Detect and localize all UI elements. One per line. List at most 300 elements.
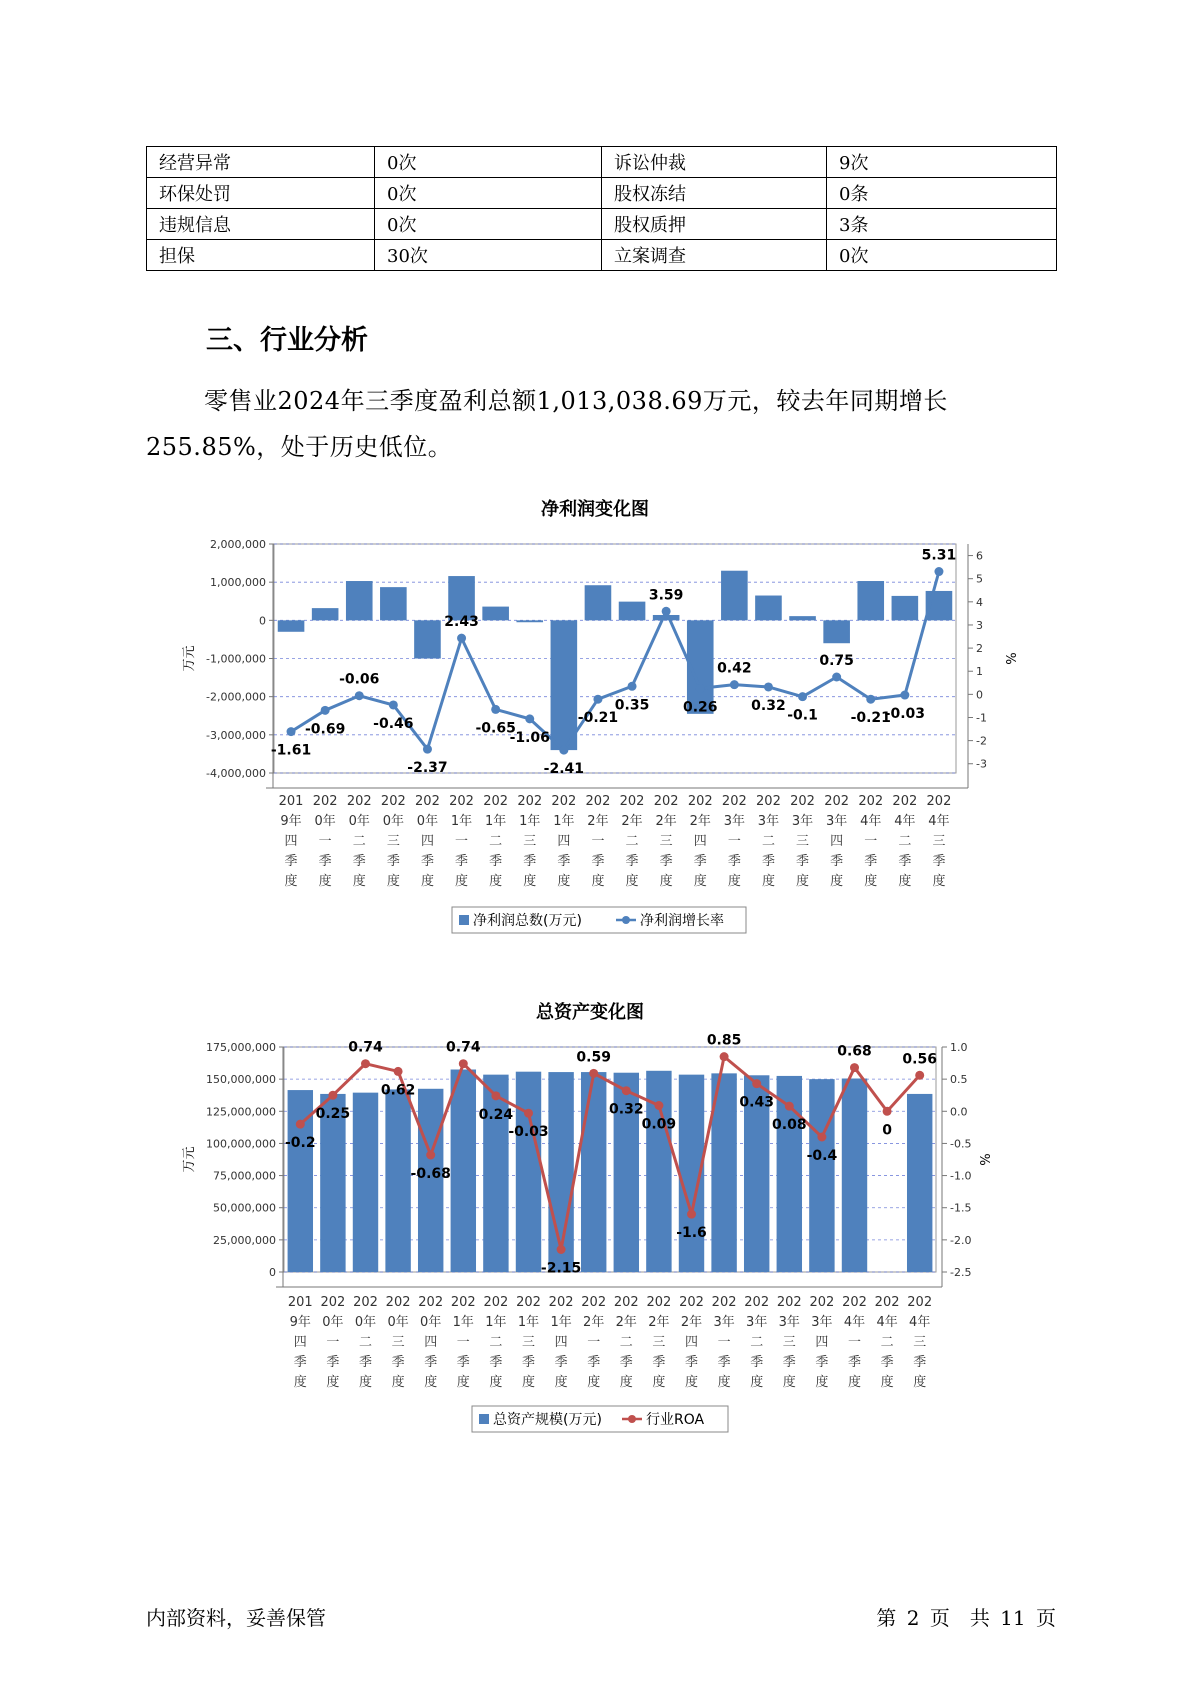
- chart-title: 总资产变化图: [536, 1002, 644, 1023]
- line-point: [491, 1091, 500, 1100]
- x-axis-tick-label: 度: [352, 874, 366, 889]
- x-axis-tick-label: 二: [358, 1335, 373, 1350]
- x-axis-tick-label: 二: [489, 1335, 503, 1350]
- x-axis-tick-label: 度: [293, 1375, 307, 1390]
- x-axis-tick-label: 季: [625, 854, 639, 869]
- right-axis-tick-label: -3: [976, 757, 987, 771]
- x-axis-tick-label: 三: [652, 1335, 666, 1350]
- legend-label: 净利润增长率: [640, 913, 724, 929]
- risk-item-value: 0次: [827, 240, 1057, 271]
- x-axis-tick-label: 0年: [348, 814, 370, 829]
- line-point: [361, 1059, 370, 1068]
- x-axis-tick-label: 202: [756, 794, 781, 809]
- x-axis-tick-label: 202: [320, 1295, 346, 1310]
- x-axis-tick-label: 度: [693, 874, 707, 889]
- x-axis-tick-label: 季: [796, 854, 810, 869]
- x-axis-tick-label: 一: [864, 834, 878, 849]
- x-axis-tick-label: 202: [653, 794, 679, 809]
- right-axis-tick-label: -1.5: [950, 1201, 972, 1215]
- x-axis-tick-label: 季: [456, 1355, 470, 1370]
- x-axis-tick-label: 0年: [416, 814, 439, 829]
- legend-line-marker: [628, 1415, 636, 1423]
- x-axis-tick-label: 201: [287, 1295, 313, 1310]
- x-axis-tick-label: 2年: [648, 1315, 670, 1330]
- legend-label: 行业ROA: [646, 1412, 705, 1428]
- x-axis-tick-label: 202: [581, 1295, 607, 1310]
- x-axis-tick-label: 三: [523, 834, 537, 849]
- data-label: 0.32: [609, 1101, 644, 1118]
- x-axis-tick-label: 季: [619, 1355, 633, 1370]
- x-axis-tick-label: 3年: [778, 1315, 800, 1330]
- risk-item-label: 立案调查: [602, 240, 827, 271]
- x-axis-tick-label: 2年: [680, 1315, 703, 1330]
- x-axis-tick-label: 三: [796, 834, 810, 849]
- right-axis-tick-label: -2: [976, 734, 987, 748]
- risk-item-label: 环保处罚: [147, 178, 375, 209]
- x-axis-tick-label: 202: [483, 1295, 509, 1310]
- x-axis-tick-label: 季: [652, 1355, 666, 1370]
- x-axis-tick-label: 度: [523, 874, 537, 889]
- x-axis-tick-label: 三: [391, 1335, 405, 1350]
- x-axis-tick-label: 度: [587, 1375, 601, 1390]
- x-axis-tick-label: 4年: [928, 814, 950, 829]
- legend-label: 净利润总数(万元): [473, 913, 582, 929]
- data-label: -1.6: [676, 1225, 707, 1242]
- data-label: 2.43: [444, 614, 479, 631]
- data-label: 5.31: [921, 547, 957, 564]
- line-point: [883, 1107, 892, 1116]
- line-point: [457, 634, 466, 643]
- left-axis-title: 万元: [182, 1146, 197, 1173]
- risk-item-label: 经营异常: [147, 147, 375, 178]
- legend-label: 总资产规模(万元): [493, 1412, 602, 1428]
- x-axis-tick-label: 3年: [826, 814, 848, 829]
- legend-line-marker: [622, 916, 630, 924]
- x-axis-tick-label: 三: [913, 1335, 927, 1350]
- line-point: [426, 1151, 435, 1160]
- right-axis-title: %: [1002, 652, 1017, 665]
- x-axis-tick-label: 202: [551, 794, 577, 809]
- data-label: -0.1: [787, 707, 818, 724]
- right-axis-tick-label: 5: [976, 572, 983, 586]
- risk-item-label: 担保: [147, 240, 375, 271]
- x-axis-tick-label: 季: [420, 854, 434, 869]
- x-axis-tick-label: 202: [790, 794, 815, 809]
- x-axis-tick-label: 四: [815, 1335, 829, 1350]
- line-point: [423, 745, 432, 754]
- x-axis-tick-label: 3年: [757, 814, 780, 829]
- x-axis-tick-label: 四: [684, 1335, 699, 1350]
- line-point: [696, 684, 705, 693]
- x-axis-tick-label: 202: [353, 1295, 378, 1310]
- x-axis-tick-label: 度: [717, 1375, 731, 1390]
- bar: [551, 620, 578, 750]
- data-label: -0.4: [806, 1148, 838, 1164]
- x-axis-tick-label: 季: [386, 854, 400, 869]
- x-axis-tick-label: 201: [278, 794, 304, 809]
- line-point: [491, 705, 500, 714]
- right-axis-tick-label: 0.5: [950, 1073, 968, 1087]
- right-axis-tick-label: -1.0: [950, 1169, 972, 1183]
- x-axis-tick-label: 3年: [791, 814, 814, 829]
- x-axis-tick-label: 季: [591, 854, 605, 869]
- x-axis-tick-label: 202: [585, 794, 611, 809]
- data-label: 0.74: [348, 1039, 383, 1056]
- right-axis-tick-label: 0: [976, 688, 983, 702]
- data-label: -0.03: [508, 1124, 549, 1141]
- x-axis-tick-label: 一: [326, 1335, 340, 1350]
- x-axis-tick-label: 季: [932, 854, 946, 869]
- x-axis-tick-label: 季: [684, 1355, 699, 1370]
- x-axis-tick-label: 季: [587, 1355, 601, 1370]
- x-axis-tick-label: 4年: [909, 1315, 931, 1330]
- x-axis-tick-label: 202: [907, 1295, 933, 1310]
- x-axis-tick-label: 度: [932, 874, 946, 889]
- x-axis-tick-label: 202: [874, 1295, 900, 1310]
- x-axis-tick-label: 1年: [550, 1315, 572, 1330]
- line-point: [785, 1102, 794, 1111]
- bar: [482, 607, 509, 621]
- risk-item-value: 0次: [375, 178, 602, 209]
- bar: [516, 620, 543, 622]
- x-axis-tick-label: 度: [489, 874, 503, 889]
- x-axis-tick-label: 季: [913, 1355, 927, 1370]
- table-row: [147, 147, 1057, 178]
- x-axis-tick-label: 度: [489, 1375, 503, 1390]
- x-axis-tick-label: 季: [352, 854, 366, 869]
- x-axis-tick-label: 202: [613, 1295, 639, 1310]
- x-axis-tick-label: 度: [782, 1375, 796, 1390]
- x-axis-tick-label: 1年: [553, 814, 575, 829]
- left-axis-tick-label: 1,000,000: [210, 576, 266, 590]
- bar: [312, 608, 339, 620]
- x-axis-tick-label: 度: [864, 874, 878, 889]
- data-label: 0.35: [614, 697, 650, 714]
- x-axis-tick-label: 202: [824, 794, 850, 809]
- data-label: -0.21: [577, 710, 619, 727]
- risk-item-label: 违规信息: [147, 209, 375, 240]
- x-axis-tick-label: 202: [809, 1295, 835, 1310]
- table-row: [147, 209, 1057, 240]
- x-axis-tick-label: 3年: [723, 814, 745, 829]
- left-axis-tick-label: -3,000,000: [206, 728, 266, 742]
- data-label: 0.56: [902, 1051, 937, 1068]
- x-axis-tick-label: 度: [659, 874, 673, 889]
- x-axis-tick-label: 季: [391, 1355, 405, 1370]
- bar: [823, 620, 850, 643]
- risk-item-value: 30次: [375, 240, 602, 271]
- line-point: [934, 567, 943, 576]
- x-axis-tick-label: 一: [727, 834, 741, 849]
- bar: [346, 581, 373, 620]
- data-label: -2.15: [540, 1260, 582, 1277]
- x-axis-tick-label: 季: [523, 854, 537, 869]
- data-label: 0.43: [739, 1094, 774, 1111]
- x-axis-tick-label: 202: [744, 1295, 770, 1310]
- data-label: -2.41: [543, 761, 585, 778]
- x-axis-tick-label: 度: [761, 874, 775, 889]
- table-row: [147, 178, 1057, 209]
- x-axis-tick-label: 一: [318, 834, 332, 849]
- risk-item-value: 0次: [375, 147, 602, 178]
- bar: [278, 620, 305, 631]
- line-point: [798, 692, 807, 701]
- data-label: -0.68: [410, 1166, 451, 1182]
- x-axis-tick-label: 季: [326, 1355, 340, 1370]
- line-point: [628, 682, 637, 691]
- x-axis-tick-label: 二: [352, 834, 366, 849]
- x-axis-tick-label: 度: [554, 1375, 568, 1390]
- x-axis-tick-label: 度: [880, 1375, 894, 1390]
- x-axis-tick-label: 度: [830, 874, 844, 889]
- x-axis-tick-label: 1年: [452, 1315, 474, 1330]
- x-axis-tick-label: 202: [483, 794, 509, 809]
- x-axis-tick-label: 二: [880, 1335, 894, 1350]
- data-label: 0.59: [576, 1049, 611, 1066]
- x-axis-tick-label: 季: [782, 1355, 796, 1370]
- x-axis-tick-label: 3年: [811, 1315, 833, 1330]
- x-axis-tick-label: 202: [517, 794, 543, 809]
- line-point: [593, 695, 602, 704]
- x-axis-tick-label: 1年: [519, 814, 541, 829]
- x-axis-tick-label: 度: [684, 1375, 699, 1390]
- data-label: -2.37: [407, 760, 448, 777]
- x-axis-tick-label: 0年: [387, 1315, 409, 1330]
- data-label: -0.2: [284, 1135, 316, 1152]
- x-axis-tick-label: 0年: [322, 1315, 344, 1330]
- data-label: 0.08: [772, 1117, 807, 1134]
- x-axis-tick-label: 度: [913, 1375, 927, 1390]
- risk-item-value: 9次: [827, 147, 1057, 178]
- x-axis-tick-label: 季: [847, 1355, 862, 1370]
- x-axis-tick-label: 三: [782, 1335, 796, 1350]
- bar: [809, 1079, 834, 1272]
- x-axis-tick-label: 度: [318, 874, 332, 889]
- x-axis-tick-label: 度: [619, 1375, 633, 1390]
- line-point: [524, 1109, 533, 1118]
- line-point: [525, 714, 534, 723]
- x-axis-tick-label: 季: [830, 854, 844, 869]
- left-axis-tick-label: 75,000,000: [213, 1169, 276, 1183]
- x-axis-tick-label: 度: [591, 874, 605, 889]
- right-axis-tick-label: 1.0: [950, 1041, 968, 1054]
- x-axis-tick-label: 4年: [894, 814, 916, 829]
- total-assets-chart: [0, 990, 1191, 1450]
- line-point: [557, 1245, 566, 1254]
- x-axis-tick-label: 度: [391, 1375, 405, 1390]
- net-profit-chart: [0, 490, 1191, 950]
- x-axis-tick-label: 季: [815, 1355, 829, 1370]
- x-axis-tick-label: 1年: [485, 1315, 507, 1330]
- x-axis-tick-label: 3年: [713, 1315, 735, 1330]
- x-axis-tick-label: 季: [358, 1355, 373, 1370]
- bar: [842, 1079, 867, 1273]
- industry-analysis-paragraph: 零售业2024年三季度盈利总额1,013,038.69万元，较去年同期增长255.85%，处于历史低位。: [146, 387, 948, 461]
- x-axis-tick-label: 二: [489, 834, 503, 849]
- x-axis-tick-label: 202: [711, 1295, 737, 1310]
- right-axis-tick-label: -0.5: [950, 1137, 972, 1151]
- x-axis-tick-label: 三: [386, 834, 400, 849]
- bar: [619, 602, 646, 621]
- left-axis-tick-label: 50,000,000: [213, 1201, 276, 1215]
- line-point: [687, 1210, 696, 1219]
- x-axis-tick-label: 度: [358, 1375, 373, 1390]
- x-axis-tick-label: 一: [591, 834, 605, 849]
- x-axis-tick-label: 一: [587, 1335, 601, 1350]
- line-point: [662, 607, 671, 616]
- right-axis-tick-label: 6: [976, 549, 983, 563]
- x-axis-tick-label: 一: [847, 1335, 862, 1350]
- x-axis-tick-label: 202: [721, 794, 747, 809]
- data-label: 0.24: [478, 1106, 514, 1123]
- bar: [353, 1093, 378, 1272]
- x-axis-tick-label: 度: [455, 874, 469, 889]
- x-axis-tick-label: 202: [926, 794, 952, 809]
- data-label: 0.74: [446, 1039, 481, 1056]
- line-point: [622, 1086, 631, 1095]
- x-axis-tick-label: 三: [521, 1335, 536, 1350]
- line-point: [355, 691, 364, 700]
- x-axis-tick-label: 4年: [860, 814, 882, 829]
- x-axis-tick-label: 9年: [280, 814, 302, 829]
- x-axis-tick-label: 一: [456, 1335, 470, 1350]
- line-point: [866, 695, 875, 704]
- x-axis-tick-label: 二: [625, 834, 639, 849]
- data-label: 0.42: [717, 660, 752, 677]
- line-point: [764, 682, 773, 691]
- left-axis-tick-label: -4,000,000: [206, 767, 266, 780]
- data-label: 3.59: [648, 587, 684, 604]
- line-point: [389, 700, 398, 709]
- x-axis-tick-label: 季: [489, 854, 503, 869]
- right-axis-tick-label: 2: [976, 642, 983, 656]
- x-axis-tick-label: 202: [380, 794, 406, 809]
- x-axis-tick-label: 季: [489, 1355, 503, 1370]
- x-axis-tick-label: 度: [424, 1375, 438, 1390]
- x-axis-tick-label: 四: [293, 1335, 307, 1350]
- right-axis-tick-label: 0.0: [950, 1105, 968, 1119]
- x-axis-tick-label: 度: [521, 1375, 536, 1390]
- bar: [721, 571, 748, 621]
- right-axis-title: %: [976, 1153, 991, 1166]
- x-axis-tick-label: 季: [293, 1355, 307, 1370]
- x-axis-tick-label: 1年: [517, 1315, 540, 1330]
- line-point: [850, 1063, 859, 1072]
- x-axis-tick-label: 度: [284, 874, 298, 889]
- data-label: 0.26: [682, 699, 718, 716]
- left-axis-tick-label: 0: [259, 614, 266, 628]
- x-axis-tick-label: 季: [693, 854, 707, 869]
- x-axis-tick-label: 季: [557, 854, 571, 869]
- x-axis-tick-label: 4年: [876, 1315, 898, 1330]
- data-label: 0.25: [315, 1106, 351, 1123]
- x-axis-tick-label: 202: [516, 1295, 541, 1310]
- line-point: [915, 1071, 924, 1080]
- x-axis-tick-label: 四: [424, 1335, 438, 1350]
- x-axis-tick-label: 度: [456, 1375, 470, 1390]
- bar: [892, 596, 919, 620]
- line-point: [321, 706, 330, 715]
- x-axis-tick-label: 度: [750, 1375, 764, 1390]
- data-label: -0.65: [475, 720, 516, 737]
- x-axis-tick-label: 202: [449, 794, 474, 809]
- risk-summary-table: [146, 146, 1057, 271]
- x-axis-tick-label: 一: [717, 1335, 731, 1350]
- x-axis-tick-label: 四: [693, 834, 707, 849]
- x-axis-tick-label: 度: [386, 874, 400, 889]
- x-axis-tick-label: 四: [830, 834, 844, 849]
- line-point: [752, 1079, 761, 1088]
- x-axis-tick-label: 二: [898, 834, 912, 849]
- x-axis-tick-label: 1年: [485, 814, 507, 829]
- x-axis-tick-label: 季: [717, 1355, 731, 1370]
- bar: [385, 1089, 410, 1272]
- line-point: [459, 1059, 468, 1068]
- x-axis-tick-label: 度: [727, 874, 741, 889]
- x-axis-tick-label: 度: [652, 1375, 666, 1390]
- x-axis-tick-label: 二: [750, 1335, 764, 1350]
- x-axis-tick-label: 度: [625, 874, 639, 889]
- line-point: [394, 1067, 403, 1076]
- data-label: 0.62: [380, 1082, 416, 1099]
- x-axis-tick-label: 2年: [583, 1315, 605, 1330]
- risk-item-label: 股权质押: [602, 209, 827, 240]
- x-axis-tick-label: 季: [727, 854, 741, 869]
- data-label: 0.09: [641, 1116, 677, 1133]
- chart-title: 净利润变化图: [541, 499, 649, 520]
- left-axis-tick-label: 100,000,000: [206, 1137, 276, 1151]
- x-axis-tick-label: 9年: [289, 1315, 311, 1330]
- x-axis-tick-label: 202: [385, 1295, 411, 1310]
- bar: [907, 1094, 932, 1272]
- x-axis-tick-label: 0年: [314, 814, 336, 829]
- data-label: 0: [882, 1122, 892, 1139]
- x-axis-tick-label: 季: [424, 1355, 438, 1370]
- x-axis-tick-label: 度: [326, 1375, 340, 1390]
- x-axis-tick-label: 202: [687, 794, 713, 809]
- data-label: -0.69: [304, 721, 346, 738]
- x-axis-tick-label: 三: [932, 834, 946, 849]
- x-axis-tick-label: 202: [418, 1295, 444, 1310]
- data-label: 0.75: [819, 653, 854, 670]
- left-axis-title: 万元: [182, 645, 197, 672]
- x-axis-tick-label: 四: [554, 1335, 568, 1350]
- x-axis-tick-label: 2年: [655, 814, 677, 829]
- risk-item-value: 3条: [827, 209, 1057, 240]
- right-axis-tick-label: -2.0: [950, 1233, 972, 1247]
- left-axis-tick-label: -1,000,000: [206, 652, 266, 666]
- x-axis-tick-label: 202: [646, 1295, 672, 1310]
- x-axis-tick-label: 0年: [420, 1315, 442, 1330]
- risk-item-value: 0次: [375, 209, 602, 240]
- x-axis-tick-label: 度: [898, 874, 912, 889]
- left-axis-tick-label: -2,000,000: [206, 690, 266, 704]
- x-axis-tick-label: 1年: [450, 814, 473, 829]
- x-axis-tick-label: 季: [284, 854, 298, 869]
- right-axis-tick-label: 4: [976, 595, 983, 609]
- bar: [380, 587, 407, 620]
- x-axis-tick-label: 202: [858, 794, 884, 809]
- right-axis-tick-label: -2.5: [950, 1266, 972, 1279]
- x-axis-tick-label: 度: [557, 874, 571, 889]
- line-point: [654, 1101, 663, 1110]
- line-point: [900, 691, 909, 700]
- x-axis-tick-label: 202: [346, 794, 372, 809]
- x-axis-tick-label: 度: [796, 874, 810, 889]
- line-point: [287, 727, 296, 736]
- bar: [451, 1070, 476, 1273]
- data-label: 0.68: [837, 1043, 872, 1060]
